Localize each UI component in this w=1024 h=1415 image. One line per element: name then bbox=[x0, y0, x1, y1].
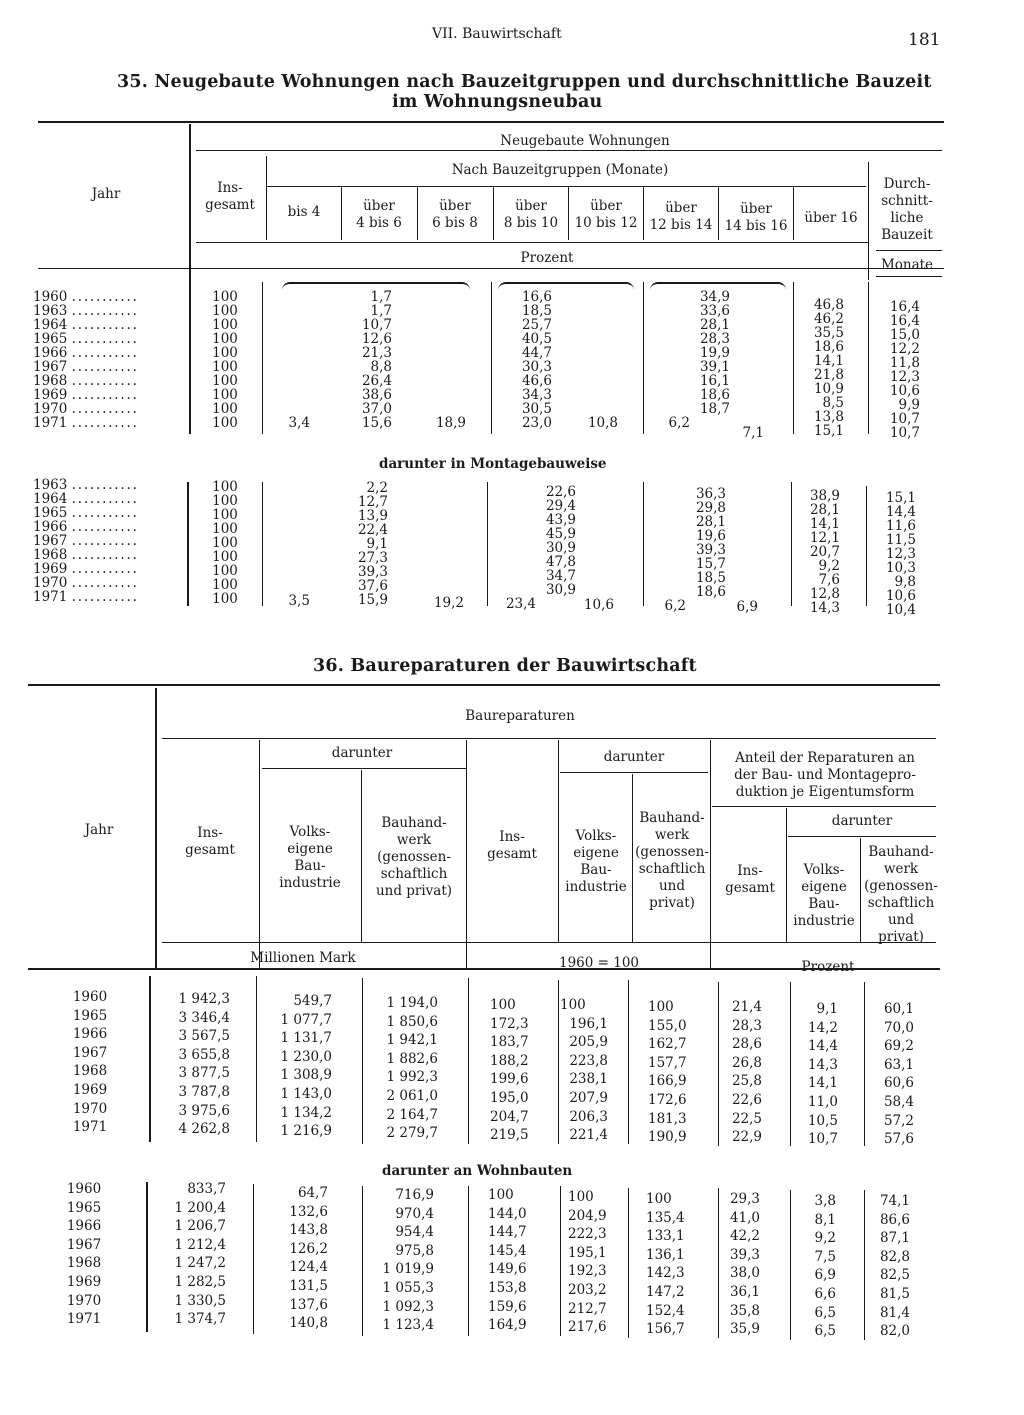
year-cell: 1970 ........... bbox=[33, 575, 139, 591]
table-36-block1-mio-ve: 549,7 1 077,7 1 131,7 1 230,0 1 308,9 1 143,0 1 134,2 1 216,9 bbox=[280, 993, 332, 1140]
table-35-unit-prozent: Prozent bbox=[520, 250, 574, 266]
table-35-block1-bis6: 1,7 1,7 10,7 12,6 21,3 8,8 26,4 38,6 37,0 15,6 bbox=[361, 289, 392, 431]
table-36-head-darunter-2: darunter bbox=[603, 749, 665, 765]
table-36-block1-mio-ins: 1 942,3 3 346,4 3 567,5 3 655,8 3 877,5 3 787,8 3 975,6 4 262,8 bbox=[178, 991, 230, 1138]
table-35-block2-bis12: 10,6 bbox=[583, 597, 614, 613]
table-36-block1-idx-ve: 100 196,1 205,9 223,8 238,1 207,9 206,3 221,4 bbox=[560, 997, 608, 1144]
table-35-block1-bis16: 7,1 bbox=[742, 425, 764, 441]
year-cell: 1970 ........... bbox=[33, 401, 139, 417]
table-35-block2-bis8: 19,2 bbox=[433, 595, 464, 611]
table-36-head-bauhandwerk-mio: Bauhand- werk (genossen- schaftlich und privat) bbox=[375, 815, 453, 899]
table-35-block2-bis4: 3,5 bbox=[288, 593, 310, 609]
table-35-block1-ueber16: 46,8 46,2 35,5 18,6 14,1 21,8 10,9 8,5 13,8 15,1 bbox=[813, 297, 844, 439]
table-36-block2-pct-ins: 29,3 41,0 42,2 39,3 38,0 36,1 35,8 35,9 bbox=[729, 1191, 760, 1338]
table-36-head-insgesamt-pct: Ins- gesamt bbox=[725, 863, 775, 896]
table-35-block1-bis12: 10,8 bbox=[587, 415, 618, 431]
table-35-unit-monate: Monate bbox=[880, 257, 934, 273]
table-36-subtitle: darunter an Wohnbauten bbox=[382, 1163, 573, 1179]
table-36-unit-index: 1960 = 100 bbox=[558, 955, 640, 971]
table-36-block1-pct-ve: 9,1 14,2 14,4 14,3 14,1 11,0 10,5 10,7 bbox=[807, 1001, 838, 1148]
table-36-block2-idx-ve: 100 204,9 222,3 195,1 192,3 203,2 212,7 217,6 bbox=[568, 1189, 607, 1336]
year-cell: 1971 ........... bbox=[33, 415, 139, 431]
table-36-head-jahr: Jahr bbox=[84, 822, 114, 838]
table-36-head-anteil: Anteil der Reparaturen an der Bau- und Montagepro- duktion je Eigentumsform bbox=[734, 750, 916, 800]
table-36-block2-idx-ins: 100 144,0 144,7 145,4 149,6 153,8 159,6 164,9 bbox=[488, 1187, 527, 1334]
table-35-head-ueber16: über 16 bbox=[804, 210, 858, 226]
table-36-head-volkseigene-mio: Volks- eigene Bau- industrie bbox=[279, 824, 341, 891]
table-36-head-baureparaturen: Baureparaturen bbox=[465, 708, 575, 724]
table-35-block2-insgesamt: 100 100 100 100 100 100 100 100 100 bbox=[212, 479, 238, 607]
year-cell: 1971 ........... bbox=[33, 589, 139, 605]
year-cell: 1963 ........... bbox=[33, 477, 139, 493]
year-cell: 1964 ........... bbox=[33, 491, 139, 507]
table-35-block2-bis6: 2,2 12,7 13,9 22,4 9,1 27,3 39,3 37,6 15,9 bbox=[357, 480, 388, 608]
page-number: 181 bbox=[908, 30, 941, 50]
year-cell: 1960 ........... bbox=[33, 289, 139, 305]
table-36-block2-idx-bh: 100 135,4 133,1 136,1 142,3 147,2 152,4 156,7 bbox=[646, 1191, 685, 1338]
table-35-block2-years bbox=[33, 478, 183, 604]
table-35-head-6-8: über 6 bis 8 bbox=[432, 198, 478, 231]
table-35-block1-years bbox=[33, 290, 183, 430]
table-36-block1-idx-ins: 100 172,3 183,7 188,2 199,6 195,0 204,7 219,5 bbox=[490, 997, 529, 1144]
table-36-block1-idx-bh: 100 155,0 162,7 157,7 166,9 172,6 181,3 190,9 bbox=[648, 999, 687, 1146]
table-36-head-volkseigene-pct: Volks- eigene Bau- industrie bbox=[793, 862, 855, 929]
table-35-head-insgesamt: Ins- gesamt bbox=[205, 180, 255, 213]
table-36-block1-pct-ins: 21,4 28,3 28,6 26,8 25,8 22,6 22,5 22,9 bbox=[731, 999, 762, 1146]
table-35-block1-bis4: 3,4 bbox=[288, 415, 310, 431]
table-35-head-neugebaut: Neugebaute Wohnungen bbox=[500, 133, 670, 149]
year-cell: 1963 ........... bbox=[33, 303, 139, 319]
table-36-block2-mio-bh: 716,9 970,4 954,4 975,8 1 019,9 1 055,3 1 092,3 1 123,4 bbox=[382, 1187, 434, 1334]
table-36-title: 36. Baureparaturen der Bauwirtschaft bbox=[313, 656, 697, 676]
table-36-head-insgesamt-mio: Ins- gesamt bbox=[185, 825, 235, 858]
table-36-block2-mio-ins: 833,7 1 200,4 1 206,7 1 212,4 1 247,2 1 282,5 1 330,5 1 374,7 bbox=[174, 1181, 226, 1328]
table-35-block1-bis8: 18,9 bbox=[435, 415, 466, 431]
table-35-head-jahr: Jahr bbox=[91, 186, 121, 202]
table-36-unit-mio: Millionen Mark bbox=[250, 950, 356, 966]
table-36-head-bauhandwerk-idx: Bauhand- werk (genossen- schaftlich und privat) bbox=[635, 810, 709, 911]
year-cell: 1964 ........... bbox=[33, 317, 139, 333]
year-cell: 1965 ........... bbox=[33, 505, 139, 521]
table-35-head-bauzeit: Durch- schnitt- liche Bauzeit bbox=[881, 176, 933, 243]
table-36-block1-mio-bh: 1 194,0 1 850,6 1 942,1 1 882,6 1 992,3 2 061,0 2 164,7 2 279,7 bbox=[386, 995, 438, 1142]
table-36-head-darunter-1: darunter bbox=[331, 745, 393, 761]
running-head: VII. Bauwirtschaft bbox=[432, 26, 562, 42]
table-36-block2-pct-bh: 74,1 86,6 87,1 82,8 82,5 81,5 81,4 82,0 bbox=[879, 1193, 910, 1340]
table-35-head-10-12: über 10 bis 12 bbox=[574, 198, 638, 231]
table-35-title-line2: im Wohnungsneubau bbox=[392, 92, 603, 112]
table-35-head-4-6: über 4 bis 6 bbox=[356, 198, 402, 231]
table-35-block2-bis10: 22,6 29,4 43,9 45,9 30,9 47,8 34,7 30,9 23,4 bbox=[505, 484, 576, 612]
year-cell: 1969 ........... bbox=[33, 387, 139, 403]
table-36-head-darunter-3: darunter bbox=[831, 813, 893, 829]
table-36-block1-years: 1960 1965 1966 1967 1968 1969 1970 1971 bbox=[72, 989, 108, 1136]
table-36-head-volkseigene-idx: Volks- eigene Bau- industrie bbox=[565, 828, 627, 895]
table-35-block1-bauzeit: 16,4 16,4 15,0 12,2 11,8 12,3 10,6 9,9 10,7 10,7 bbox=[889, 299, 920, 441]
table-36-block1-pct-bh: 60,1 70,0 69,2 63,1 60,6 58,4 57,2 57,6 bbox=[883, 1001, 914, 1148]
table-35-head-8-10: über 8 bis 10 bbox=[503, 198, 559, 231]
table-35-head-bis4: bis 4 bbox=[287, 204, 321, 220]
table-36-unit-prozent: Prozent bbox=[801, 959, 855, 975]
table-36-block2-pct-ve: 3,8 8,1 9,2 7,5 6,9 6,6 6,5 6,5 bbox=[814, 1193, 836, 1340]
year-cell: 1966 ........... bbox=[33, 345, 139, 361]
table-35-block1-insgesamt: 100 100 100 100 100 100 100 100 100 100 bbox=[212, 289, 238, 431]
table-35-subtitle: darunter in Montagebauweise bbox=[379, 456, 607, 472]
table-35-head-gruppen: Nach Bauzeitgruppen (Monate) bbox=[451, 162, 669, 178]
table-35-block2-bis16: 6,9 bbox=[736, 599, 758, 615]
year-cell: 1965 ........... bbox=[33, 331, 139, 347]
table-36-block2-mio-ve: 64,7 132,6 143,8 126,2 124,4 131,5 137,6 140,8 bbox=[289, 1185, 328, 1332]
table-36-head-insgesamt-idx: Ins- gesamt bbox=[487, 829, 537, 862]
table-35-block2-bis14: 36,3 29,8 28,1 19,6 39,3 15,7 18,5 18,6 6,2 bbox=[664, 486, 726, 614]
year-cell: 1966 ........... bbox=[33, 519, 139, 535]
table-36-head-bauhandwerk-pct: Bauhand- werk (genossen- schaftlich und privat) bbox=[864, 844, 938, 945]
table-35-head-14-16: über 14 bis 16 bbox=[724, 201, 788, 234]
year-cell: 1968 ........... bbox=[33, 547, 139, 563]
table-35-block2-bauzeit: 15,1 14,4 11,6 11,5 12,3 10,3 9,8 10,6 10,4 bbox=[885, 490, 916, 618]
table-35-block1-bis10: 16,6 18,5 25,7 40,5 44,7 30,3 46,6 34,3 30,5 23,0 bbox=[521, 289, 552, 431]
year-cell: 1967 ........... bbox=[33, 533, 139, 549]
table-35-title-line1: 35. Neugebaute Wohnungen nach Bauzeitgruppen und durchschnittliche Bauzeit bbox=[117, 72, 932, 92]
table-35-block2-ueber16: 38,9 28,1 14,1 12,1 20,7 9,2 7,6 12,8 14,3 bbox=[809, 488, 840, 616]
year-cell: 1967 ........... bbox=[33, 359, 139, 375]
table-35-block1-bis14: 34,9 33,6 28,1 28,3 19,9 39,1 16,1 18,6 18,7 6,2 bbox=[668, 289, 730, 431]
table-36-block2-years: 1960 1965 1966 1967 1968 1969 1970 1971 bbox=[66, 1181, 102, 1328]
year-cell: 1968 ........... bbox=[33, 373, 139, 389]
year-cell: 1969 ........... bbox=[33, 561, 139, 577]
table-35-head-12-14: über 12 bis 14 bbox=[649, 200, 713, 233]
